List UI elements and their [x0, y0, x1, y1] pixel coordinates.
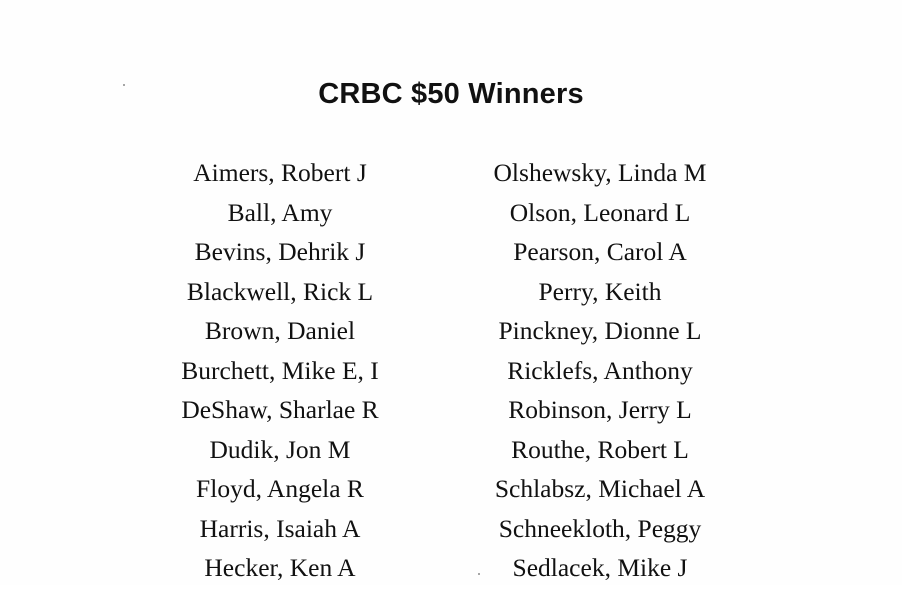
- winner-name: Burchett, Mike E, I: [181, 355, 379, 385]
- winner-name: Schlabsz, Michael A: [494, 474, 706, 503]
- winner-name: Ball, Amy: [227, 197, 333, 227]
- winner-name: Routhe, Robert L: [511, 434, 689, 464]
- winner-name: Floyd, Angela R: [196, 474, 364, 503]
- page-title: CRBC $50 Winners: [318, 78, 584, 110]
- winner-name: DeShaw, Sharlae R: [181, 395, 379, 424]
- winner-name: Pinckney, Dionne L: [498, 316, 702, 345]
- winner-name: Pearson, Carol A: [513, 237, 687, 266]
- winner-name: Blackwell, Rick L: [186, 276, 374, 306]
- scan-speck: [478, 573, 480, 575]
- winners-left-column: [150, 155, 410, 590]
- winner-name: Ricklefs, Anthony: [507, 355, 693, 385]
- winner-name: Dudik, Jon M: [209, 434, 351, 464]
- winner-name: Hecker, Ken A: [204, 553, 356, 582]
- winner-name: Olson, Leonard L: [509, 197, 691, 227]
- winner-name: Perry, Keith: [538, 276, 662, 306]
- winner-name: Bevins, Dehrik J: [194, 237, 366, 266]
- winner-name: Aimers, Robert J: [193, 158, 367, 187]
- winner-name: Robinson, Jerry L: [508, 395, 692, 424]
- winner-name: Olshewsky, Linda M: [493, 158, 707, 187]
- winner-name: Harris, Isaiah A: [199, 513, 361, 543]
- scan-speck: [123, 84, 125, 86]
- winner-name: Sedlacek, Mike J: [512, 553, 688, 582]
- winners-right-column: [460, 155, 740, 590]
- winner-name: Schneekloth, Peggy: [498, 513, 702, 543]
- winner-name: Brown, Daniel: [204, 316, 356, 345]
